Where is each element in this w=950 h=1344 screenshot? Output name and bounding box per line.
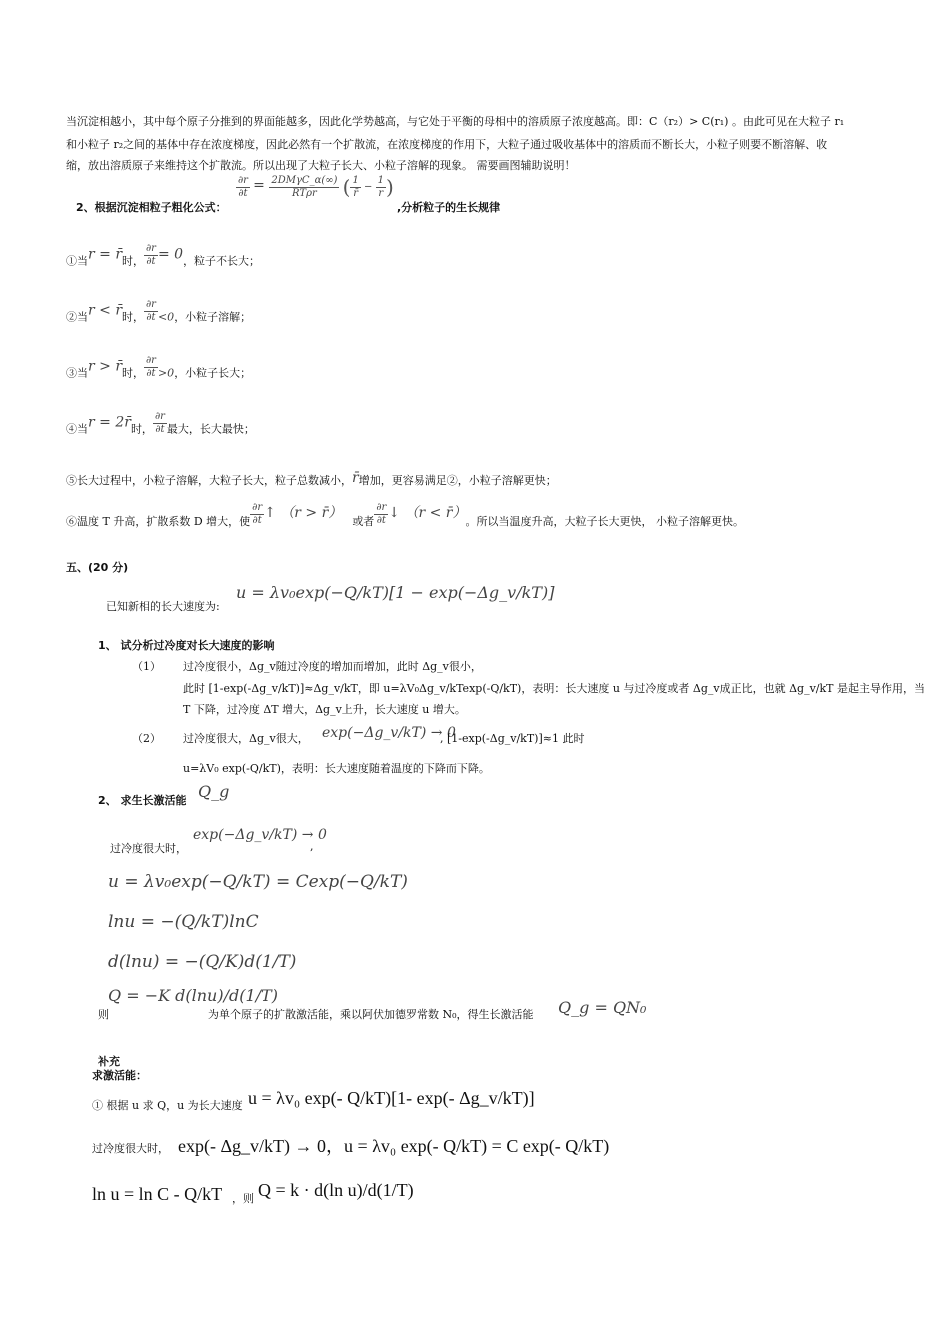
supplement-line-3-formula-b: Q = k · d(ln u)/d(1/T) xyxy=(258,1180,414,1200)
case-3: ③当r > r̄时， $\frac{\partial r}{\partial t}$ >0，小粒子长大； xyxy=(66,355,252,380)
q1-1-line-b: 此时 [1-exp(-Δg_v/kT)]≈Δg_v/kT，即 u=λV₀Δg_v/kTexp(-Q/kT)，表明：长大速度 u 与过冷度或者 Δg_v成正比，也就 Δg_v/kT 是起主导作用，当 xyxy=(183,682,926,695)
case-1-tail: ，粒子不长大； xyxy=(183,254,261,268)
section5-given: 已知新相的长大速度为: xyxy=(106,600,220,613)
then-text: 为单个原子的扩散激活能，乘以阿伏加德罗常数 N₀，得生长激活能 xyxy=(208,1008,534,1021)
coarsening-heading-tail: ,分析粒子的生长规律 xyxy=(397,201,501,214)
case-3-rel: >0 xyxy=(157,366,175,380)
equation-3: d(lnu) = −(Q/K)d(1/T) xyxy=(108,952,297,972)
case-4-cond: r = 2r̄ xyxy=(88,414,131,431)
case-6-text-b: 。所以当温度升高，大粒子长大更快， 小粒子溶解更快。 xyxy=(465,515,744,528)
case-6: ⑥温度 T 升高，扩散系数 D 增大，使 $\frac{\partial r}{\partial t}$ ↑ （r > r̄）或者 $\frac{\partial r}{\partial t}$ ↓ （r < r̄）。所以当温度升高，大粒子长大更快， 小粒子溶解更快。 xyxy=(66,501,744,528)
q2-symbol: Q_g xyxy=(198,782,230,801)
case-1-cond: r = r̄ xyxy=(88,246,123,263)
case-6-down: ↓ （r < r̄） xyxy=(388,505,460,521)
case-3-tail: ，小粒子长大； xyxy=(174,366,252,380)
q2-condition-end: , xyxy=(310,840,314,853)
coarsening-heading: 2、根据沉淀相粒子粗化公式： xyxy=(76,201,227,214)
case-5 xyxy=(66,470,557,488)
q2-condition-formula: exp(−Δg_v/kT) → 0 xyxy=(193,827,327,843)
equation-2: lnu = −(Q/kT)lnC xyxy=(108,912,259,932)
then-label: 则 xyxy=(98,1008,109,1021)
case-2-cond: r < r̄ xyxy=(88,302,123,319)
then-formula: Q_g = QN₀ xyxy=(558,998,647,1017)
supplement-line-1-text: ① 根据 u 求 Q，u 为长大速度 xyxy=(92,1099,243,1112)
case-6-text-a: ⑥温度 T 升高，扩散系数 D 增大，使 xyxy=(66,515,251,528)
q1-1-number: （1） xyxy=(132,660,161,673)
supplement-title: 补充 xyxy=(98,1055,120,1068)
case-4-tail: 最大，长大最快； xyxy=(166,422,255,436)
q1-heading: 1、 试分析过冷度对长大速度的影响 xyxy=(98,639,275,652)
q1-2-formula: exp(−Δg_v/kT) → 0 xyxy=(322,725,456,741)
supplement-line-1-formula: u = λv₀ exp(- Q/kT)[1- exp(- Δg_v/kT)] xyxy=(248,1088,535,1108)
case-2: ②当r < r̄时， $\frac{\partial r}{\partial t}$ <0，小粒子溶解； xyxy=(66,299,252,324)
equation-1: u = λv₀exp(−Q/kT) = Cexp(−Q/kT) xyxy=(108,872,408,892)
q1-2-line-a: 过冷度很大，Δg_v很大， xyxy=(183,732,309,745)
q1-2-line-b: , [1-exp(-Δg_v/kT)]≈1 此时 xyxy=(440,732,585,745)
equation-4: Q = −K d(lnu)/d(1/T) xyxy=(108,986,278,1005)
q1-2-line-c: u=λV₀ exp(-Q/kT)，表明：长大速度随着温度的下降而下降。 xyxy=(183,762,490,775)
case-1-prefix: ①当 xyxy=(66,254,88,268)
case-1-rel: = 0 xyxy=(157,246,184,263)
case-2-prefix: ②当 xyxy=(66,310,88,324)
case-5-text-a: ⑤长大过程中，小粒子溶解，大粒子长大，粒子总数减小， xyxy=(66,474,352,487)
formula-rhs-den: RTρr xyxy=(292,187,317,199)
case-3-mid: 时， xyxy=(122,366,145,380)
supplement-subtitle: 求激活能： xyxy=(92,1069,147,1082)
case-2-tail: ，小粒子溶解； xyxy=(174,310,252,324)
case-4-prefix: ④当 xyxy=(66,422,88,436)
section5-heading: 五、(20 分) xyxy=(66,561,129,574)
q1-1-line-a: 过冷度很小，Δg_v随过冷度的增加而增加，此时 Δg_v很小， xyxy=(183,660,482,673)
formula-lhs-den: ∂t xyxy=(238,187,248,199)
case-1-mid: 时， xyxy=(122,254,145,268)
intro-line-1: 当沉淀相越小，其中每个原子分推到的界面能越多，因此化学势越高，与它处于平衡的母相中的溶质原子浓度越高。即：C（r₂）> C(r₁) 。由此可见在大粒子 r₁ xyxy=(66,115,845,128)
q1-2-number: （2） xyxy=(132,732,161,745)
case-1: ①当r = r̄时， $\frac{\partial r}{\partial t}$ = 0，粒子不长大； xyxy=(66,243,261,268)
q1-1-line-c: T 下降，过冷度 ΔT 增大，Δg_v上升，长大速度 u 增大。 xyxy=(183,703,466,716)
supplement-line-3-formula-a: ln u = ln C - Q/kT xyxy=(92,1184,223,1204)
case-4: ④当r = 2r̄时， $\frac{\partial r}{\partial t}$ 最大，长大最快； xyxy=(66,411,255,436)
case-6-up: ↑ （r > r̄） xyxy=(264,505,343,521)
supplement-line-2-formula: exp(- Δg_v/kT) → 0，u = λv₀ exp(- Q/kT) = C exp(- Q/kT) xyxy=(178,1136,610,1156)
q2-condition: 过冷度很大时， xyxy=(110,842,187,855)
case-3-prefix: ③当 xyxy=(66,366,88,380)
intro-line-3: 缩，放出溶质原子来维持这个扩散流。所以出现了大粒子长大、小粒子溶解的现象。 需要画图辅助说明！ xyxy=(66,159,576,172)
case-5-symbol: r̄ xyxy=(352,470,359,486)
case-2-mid: 时， xyxy=(122,310,145,324)
section5-given-formula: u = λv₀exp(−Q/kT)[1 − exp(−Δg_v/kT)] xyxy=(236,583,555,602)
case-3-cond: r > r̄ xyxy=(88,358,123,375)
case-4-mid: 时， xyxy=(130,422,153,436)
case-6-or: 或者 xyxy=(352,515,375,528)
supplement-line-3-then: ，则 xyxy=(232,1192,254,1205)
formula-rhs-num: 2DMγC_α(∞) xyxy=(271,174,338,186)
case-5-text-b: 增加，更容易满足②，小粒子溶解更快； xyxy=(358,474,557,487)
q2-heading: 2、 求生长激活能 xyxy=(98,794,187,807)
supplement-line-2-text: 过冷度很大时， xyxy=(92,1142,169,1155)
intro-line-2: 和小粒子 r₂之间的基体中存在浓度梯度，因此必然有一个扩散流，在浓度梯度的作用下，大粒子通过吸收基体中的溶质而不断长大，小粒子则要不断溶解、收 xyxy=(66,138,828,151)
case-2-rel: <0 xyxy=(157,310,175,324)
coarsening-formula: $\frac{\partial r}{\partial t}$ = $\frac{\text{2DMγC\_α(∞)}}{\text{RTρr}}$ ( $\frac{1}{r̄}$ − $\frac{1}{r}$ ) xyxy=(238,174,394,199)
formula-lhs-num: ∂r xyxy=(238,174,248,186)
